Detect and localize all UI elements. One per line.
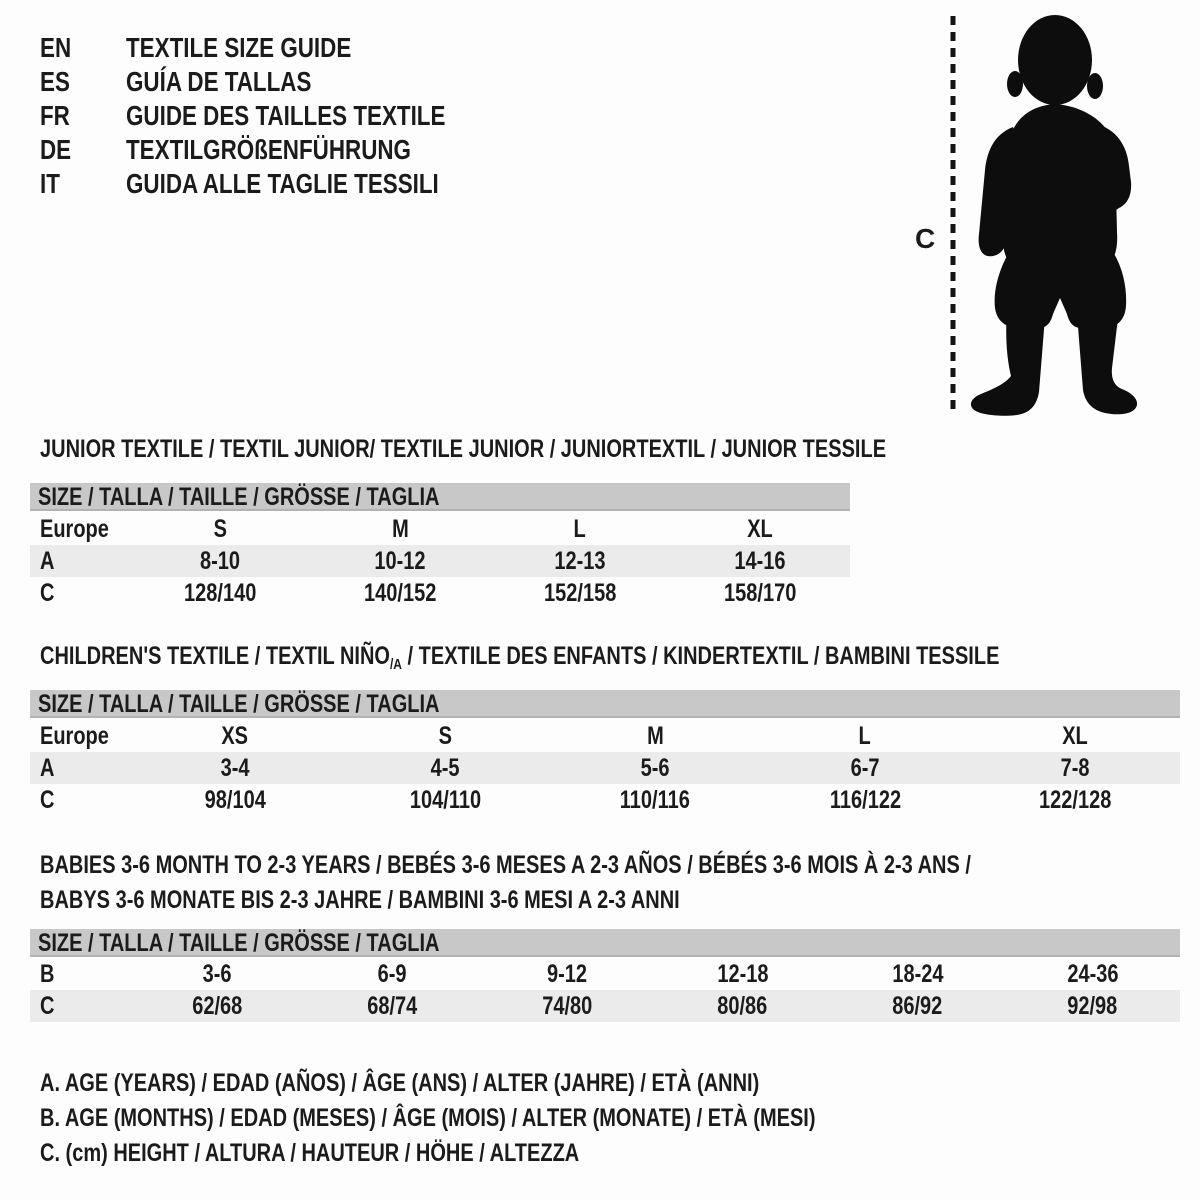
lang-code: EN: [40, 32, 72, 63]
language-title-block: [40, 31, 525, 201]
junior-row-age: [30, 545, 850, 577]
babies-row-height: [30, 990, 1180, 1022]
height-cell: 92/98: [1067, 991, 1118, 1020]
size-cell: L: [573, 514, 587, 543]
legend-line-a: A. AGE (YEARS) / EDAD (AÑOS) / ÂGE (ANS) / ALTER (JAHRE) / ETÀ (ANNI): [40, 1069, 760, 1097]
legend-line-b: B. AGE (MONTHS) / EDAD (MESES) / ÂGE (MOIS) / ALTER (MONATE) / ETÀ (MESI): [40, 1104, 816, 1132]
lang-row-de: [40, 133, 525, 167]
lang-row-es: [40, 65, 525, 99]
figure-ear-left: [1007, 71, 1023, 97]
height-cell: 86/92: [892, 991, 943, 1020]
row-label: B: [40, 959, 55, 988]
height-cell: 122/128: [1038, 785, 1112, 814]
lang-code: FR: [40, 100, 70, 131]
guide-title-es: GUÍA DE TALLAS: [125, 66, 312, 97]
nino-a-subscript: /A: [389, 656, 402, 673]
row-label: Europe: [40, 721, 109, 750]
height-cell: 74/80: [542, 991, 593, 1020]
lang-row-en: [40, 31, 525, 65]
height-label: C: [915, 223, 936, 254]
guide-title-en: TEXTILE SIZE GUIDE: [125, 32, 352, 63]
children-row-height: [30, 784, 1180, 816]
row-label: A: [40, 753, 55, 782]
junior-table-title: JUNIOR TEXTILE / TEXTIL JUNIOR/ TEXTILE JUNIOR / JUNIORTEXTIL / JUNIOR TESSILE: [40, 435, 887, 463]
size-cell: XS: [221, 721, 249, 750]
figure-leg-left: [971, 312, 1045, 416]
height-cell: 68/74: [367, 991, 418, 1020]
row-label: A: [40, 546, 55, 575]
size-cell: M: [391, 514, 409, 543]
legend-line-c: C. (cm) HEIGHT / ALTURA / HAUTEUR / HÖHE / ALTEZZA: [40, 1139, 580, 1167]
age-cell: 12-13: [554, 546, 606, 575]
junior-row-europe: [30, 513, 850, 545]
age-cell: 5-6: [640, 753, 670, 782]
lang-code: IT: [40, 168, 60, 199]
toddler-silhouette: [905, 6, 1150, 420]
height-cell: 116/122: [829, 785, 901, 814]
age-cell: 7-8: [1060, 753, 1090, 782]
size-cell: XL: [747, 514, 773, 543]
lang-row-it: [40, 167, 525, 201]
height-cell: 62/68: [192, 991, 243, 1020]
children-table-title: CHILDREN'S TEXTILE / TEXTIL $NIÑO_{/A}$ / TEXTILE DES ENFANTS / KINDERTEXTIL / BAMBINI TESSILE: [40, 642, 1000, 673]
babies-table-title: BABIES 3-6 MONTH TO 2-3 YEARS / BEBÉS 3-6 MESES A 2-3 AÑOS / BÉBÉS 3-6 MOIS À 2-3 ANS / BABYS 3-6 MONATE BIS 2-3 JAHRE / BAMBINI 3-6 MESI A 2-3 ANNI: [40, 851, 971, 914]
junior-row-height: [30, 577, 850, 609]
size-cell: S: [438, 721, 452, 750]
row-label: Europe: [40, 514, 109, 543]
height-cell: 152/158: [543, 578, 617, 607]
guide-title-de: TEXTILGRÖßENFÜHRUNG: [125, 134, 411, 165]
height-cell: 104/110: [409, 785, 481, 814]
children-size-header: SIZE / TALLA / TAILLE / GRÖSSE / TAGLIA: [30, 690, 1180, 718]
size-cell: XL: [1062, 721, 1088, 750]
figure-arm-right: [1096, 124, 1131, 220]
lang-code: ES: [40, 66, 70, 97]
age-cell: 14-16: [734, 546, 786, 575]
height-cell: 140/152: [363, 578, 437, 607]
height-cell: 158/170: [723, 578, 797, 607]
age-cell: 3-4: [220, 753, 250, 782]
row-label: C: [40, 578, 55, 607]
months-cell: 6-9: [378, 959, 407, 988]
size-cell: M: [646, 721, 664, 750]
months-cell: 9-12: [547, 959, 588, 988]
guide-title-fr: GUIDE DES TAILLES TEXTILE: [125, 100, 446, 131]
legend: [40, 1066, 1009, 1171]
figure-head: [1018, 15, 1092, 105]
months-cell: 24-36: [1066, 959, 1119, 988]
guide-title-it: GUIDA ALLE TAGLIE TESSILI: [125, 168, 439, 199]
height-cell: 110/116: [619, 785, 691, 814]
lang-row-fr: [40, 99, 525, 133]
height-cell: 128/140: [183, 578, 257, 607]
height-cell: 98/104: [204, 785, 266, 814]
size-cell: S: [213, 514, 227, 543]
toddler-figure: [971, 15, 1137, 416]
age-cell: 10-12: [374, 546, 426, 575]
babies-size-header: SIZE / TALLA / TAILLE / GRÖSSE / TAGLIA: [30, 929, 1180, 957]
row-label: C: [40, 785, 55, 814]
height-cell: 80/86: [717, 991, 768, 1020]
row-label: C: [40, 991, 55, 1020]
lang-code: DE: [40, 134, 72, 165]
babies-row-months: [30, 958, 1180, 990]
months-cell: 3-6: [203, 959, 232, 988]
children-row-age: [30, 752, 1180, 784]
age-cell: 4-5: [430, 753, 460, 782]
figure-leg-right: [1077, 314, 1137, 414]
children-row-europe: [30, 720, 1180, 752]
age-cell: 6-7: [850, 753, 880, 782]
months-cell: 18-24: [891, 959, 944, 988]
size-cell: L: [858, 721, 872, 750]
figure-ear-right: [1087, 73, 1103, 99]
age-cell: 8-10: [199, 546, 241, 575]
months-cell: 12-18: [716, 959, 769, 988]
junior-size-header: SIZE / TALLA / TAILLE / GRÖSSE / TAGLIA: [30, 483, 850, 511]
